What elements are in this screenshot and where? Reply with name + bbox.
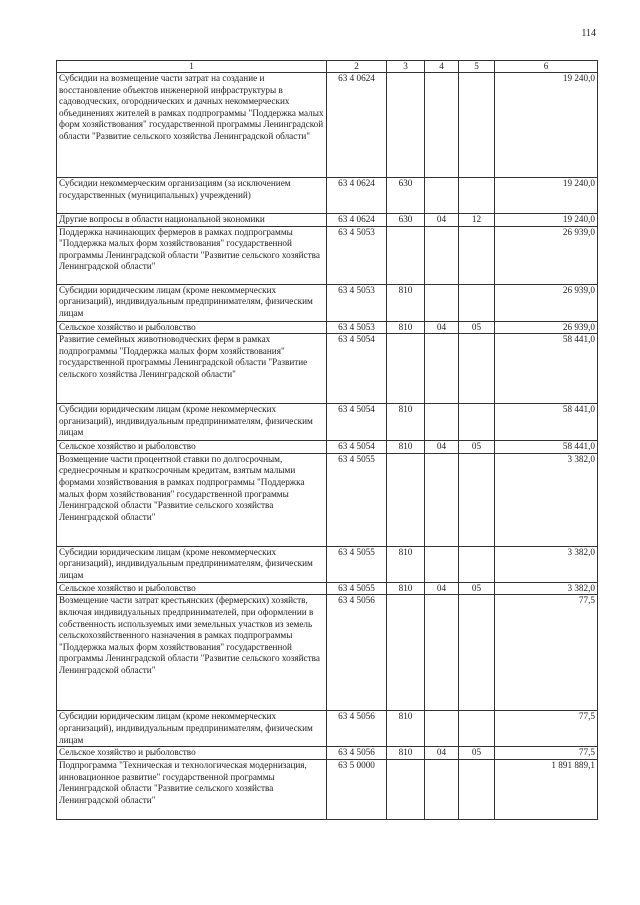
cell-subsection [459, 759, 495, 819]
cell-name: Поддержка начинающих фермеров в рамках подпрограммы "Поддержка малых форм хозяйствования" государственной программы Ленинградской области "Развитие сельского хозяйства Ленинградской области" [57, 226, 327, 284]
cell-subsection: 12 [459, 214, 495, 227]
cell-target-code: 63 4 5053 [327, 321, 387, 334]
cell-name: Сельское хозяйство и рыболовство [57, 441, 327, 454]
cell-section [425, 453, 459, 546]
cell-subsection [459, 73, 495, 178]
cell-target-code: 63 4 5054 [327, 334, 387, 404]
cell-name: Сельское хозяйство и рыболовство [57, 321, 327, 334]
cell-amount: 77,5 [495, 595, 598, 711]
cell-section: 04 [425, 582, 459, 595]
cell-expense-type: 630 [387, 178, 425, 214]
cell-amount: 77,5 [495, 711, 598, 747]
cell-section: 04 [425, 441, 459, 454]
cell-target-code: 63 5 0000 [327, 759, 387, 819]
cell-name: Развитие семейных животноводческих ферм в рамках подпрограммы "Поддержка малых форм хозяйствования" государственной программы Ленинградской области "Развитие сельского хозяйства Ленинградской области" [57, 334, 327, 404]
table-row [57, 582, 598, 595]
table-row [57, 595, 598, 711]
table-row [57, 759, 598, 819]
cell-expense-type [387, 226, 425, 284]
table-row [57, 73, 598, 178]
cell-name: Субсидии юридическим лицам (кроме некоммерческих организаций), индивидуальным предпринимателям, физическим лицам [57, 546, 327, 582]
cell-section [425, 711, 459, 747]
cell-amount: 19 240,0 [495, 178, 598, 214]
cell-expense-type: 810 [387, 711, 425, 747]
cell-subsection [459, 334, 495, 404]
cell-subsection [459, 284, 495, 321]
cell-amount: 58 441,0 [495, 404, 598, 441]
table-header-row [57, 61, 598, 73]
cell-target-code: 63 4 5053 [327, 226, 387, 284]
table-row [57, 321, 598, 334]
cell-subsection [459, 226, 495, 284]
table-row [57, 178, 598, 214]
cell-subsection: 05 [459, 747, 495, 760]
cell-amount: 77,5 [495, 747, 598, 760]
cell-section: 04 [425, 214, 459, 227]
table-row [57, 214, 598, 227]
cell-amount: 58 441,0 [495, 441, 598, 454]
cell-section [425, 404, 459, 441]
cell-section [425, 759, 459, 819]
cell-target-code: 63 4 5053 [327, 284, 387, 321]
table-row [57, 747, 598, 760]
cell-target-code: 63 4 5055 [327, 453, 387, 546]
table-row [57, 226, 598, 284]
cell-name: Подпрограмма "Техническая и технологическая модернизация, инновационное развитие" государственной программы Ленинградской области "Развитие сельского хозяйства Ленинградской области" [57, 759, 327, 819]
cell-section [425, 546, 459, 582]
cell-name: Сельское хозяйство и рыболовство [57, 747, 327, 760]
cell-name: Субсидии на возмещение части затрат на создание и восстановление объектов инженерной инфраструктуры в садоводческих, огороднических и дачных некоммерческих объединениях жителей в рамках подпрограммы "Поддержка малых форм хозяйствования" государственной программы Ленинградской области "Развитие сельского хозяйства Ленинградской области" [57, 73, 327, 178]
cell-expense-type: 630 [387, 214, 425, 227]
cell-target-code: 63 4 5055 [327, 546, 387, 582]
cell-subsection [459, 595, 495, 711]
header-col-6: 6 [495, 61, 598, 73]
cell-amount: 26 939,0 [495, 226, 598, 284]
cell-amount: 26 939,0 [495, 284, 598, 321]
cell-section [425, 178, 459, 214]
cell-target-code: 63 4 0624 [327, 214, 387, 227]
cell-expense-type: 810 [387, 284, 425, 321]
cell-expense-type [387, 73, 425, 178]
cell-amount: 19 240,0 [495, 214, 598, 227]
cell-amount: 1 891 889,1 [495, 759, 598, 819]
cell-name: Субсидии юридическим лицам (кроме некоммерческих организаций), индивидуальным предпринимателям, физическим лицам [57, 711, 327, 747]
cell-expense-type [387, 453, 425, 546]
page-number: 114 [581, 28, 596, 39]
cell-name: Субсидии юридическим лицам (кроме некоммерческих организаций), индивидуальным предпринимателям, физическим лицам [57, 404, 327, 441]
cell-target-code: 63 4 5054 [327, 441, 387, 454]
cell-amount: 3 382,0 [495, 453, 598, 546]
header-col-3: 3 [387, 61, 425, 73]
cell-subsection: 05 [459, 321, 495, 334]
cell-section: 04 [425, 321, 459, 334]
cell-amount: 26 939,0 [495, 321, 598, 334]
cell-subsection: 05 [459, 441, 495, 454]
table-row [57, 711, 598, 747]
cell-section [425, 334, 459, 404]
cell-expense-type [387, 759, 425, 819]
header-col-2: 2 [327, 61, 387, 73]
cell-subsection [459, 546, 495, 582]
header-col-5: 5 [459, 61, 495, 73]
cell-name: Другие вопросы в области национальной экономики [57, 214, 327, 227]
cell-expense-type [387, 334, 425, 404]
cell-expense-type [387, 595, 425, 711]
cell-target-code: 63 4 5056 [327, 747, 387, 760]
cell-expense-type: 810 [387, 404, 425, 441]
cell-amount: 19 240,0 [495, 73, 598, 178]
cell-amount: 58 441,0 [495, 334, 598, 404]
cell-section [425, 284, 459, 321]
table-row [57, 284, 598, 321]
budget-table [56, 60, 598, 820]
cell-subsection: 05 [459, 582, 495, 595]
cell-amount: 3 382,0 [495, 546, 598, 582]
cell-subsection [459, 404, 495, 441]
cell-target-code: 63 4 5056 [327, 595, 387, 711]
table-row [57, 334, 598, 404]
cell-subsection [459, 178, 495, 214]
cell-section [425, 73, 459, 178]
header-col-1: 1 [57, 61, 327, 73]
cell-name: Сельское хозяйство и рыболовство [57, 582, 327, 595]
table-row [57, 546, 598, 582]
table-row [57, 404, 598, 441]
cell-target-code: 63 4 5055 [327, 582, 387, 595]
cell-name: Возмещение части затрат крестьянских (фермерских) хозяйств, включая индивидуальных предпринимателей, при оформлении в собственность используемых ими земельных участков из земель сельскохозяйственного назначения в рамках подпрограммы "Поддержка малых форм хозяйствования" государственной программы Ленинградской области "Развитие сельского хозяйства Ленинградской области" [57, 595, 327, 711]
cell-expense-type: 810 [387, 441, 425, 454]
cell-subsection [459, 711, 495, 747]
cell-expense-type: 810 [387, 747, 425, 760]
cell-section [425, 226, 459, 284]
table-row [57, 441, 598, 454]
cell-expense-type: 810 [387, 321, 425, 334]
cell-name: Возмещение части процентной ставки по долгосрочным, среднесрочным и краткосрочным кредитам, взятым малыми формами хозяйствования в рамках подпрограммы "Поддержка малых форм хозяйствования" государственной программы Ленинградской области "Развитие сельского хозяйства Ленинградской области" [57, 453, 327, 546]
cell-section: 04 [425, 747, 459, 760]
cell-target-code: 63 4 5054 [327, 404, 387, 441]
cell-target-code: 63 4 0624 [327, 178, 387, 214]
cell-target-code: 63 4 0624 [327, 73, 387, 178]
cell-target-code: 63 4 5056 [327, 711, 387, 747]
cell-expense-type: 810 [387, 582, 425, 595]
header-col-4: 4 [425, 61, 459, 73]
cell-section [425, 595, 459, 711]
cell-amount: 3 382,0 [495, 582, 598, 595]
table-row [57, 453, 598, 546]
cell-subsection [459, 453, 495, 546]
cell-expense-type: 810 [387, 546, 425, 582]
cell-name: Субсидии юридическим лицам (кроме некоммерческих организаций), индивидуальным предпринимателям, физическим лицам [57, 284, 327, 321]
cell-name: Субсидии некоммерческим организациям (за исключением государственных (муниципальных) учреждений) [57, 178, 327, 214]
